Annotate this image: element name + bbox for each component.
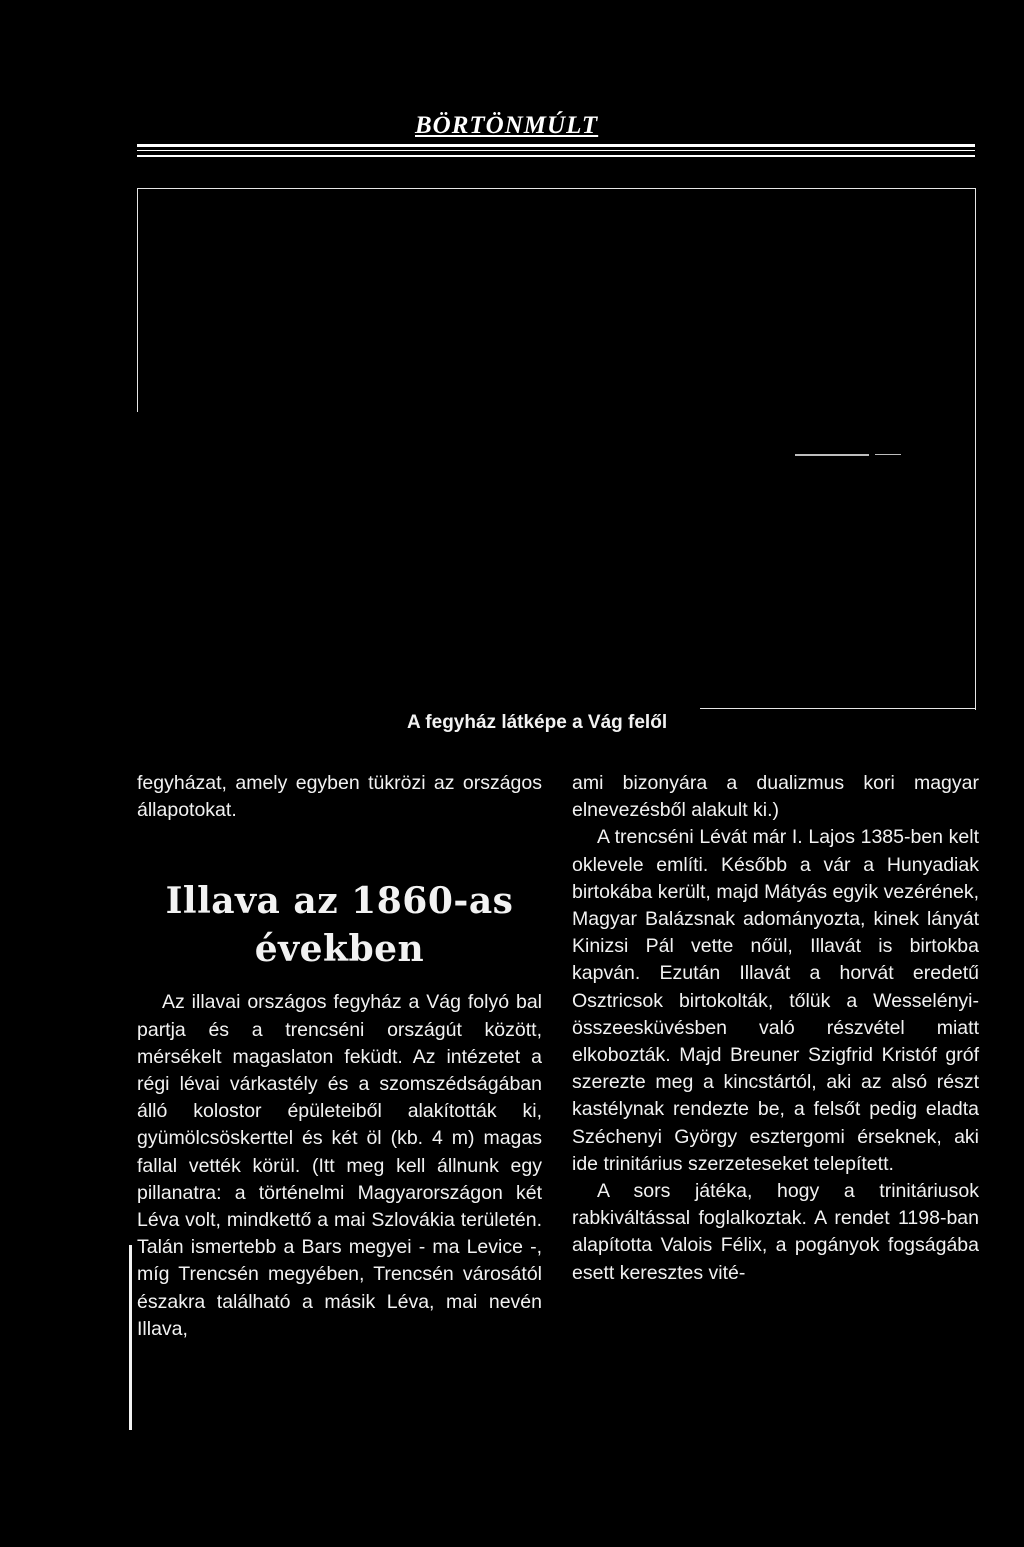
continued-paragraph: ami bizonyára a dualizmus kori magyar elnevezésből alakult ki.) [572,772,979,822]
header-rule-thin [137,150,975,151]
header-rule-bottom [137,155,975,157]
photo-detail-line [795,454,869,456]
section-heading: Illava az 1860-as években [165,880,514,971]
intro-paragraph: fegyházat, amely egyben tükrözi az országos állapotokat. [137,772,542,822]
photo-frame-left-edge [137,188,138,412]
photo-frame-bottom-edge [700,708,976,709]
prison-photo [137,188,976,710]
trinitarian-paragraph: A sors játéka, hogy a trinitáriusok rabkiváltással foglalkoztak. A rendet 1198-ban alapította Valois Félix, a pogányok fogságába esett keresztes vité- [572,1180,979,1284]
history-paragraph: A trencséni Lévát már I. Lajos 1385-ben kelt oklevele említi. Később a vár a Hunyadiak birtokába került, majd Mátyás egyik vezérének, Magyar Balázsnak adományozta, kinek lányát Kinizsi Pál vette nőül, Illavát is birtokba kapván. Ezután Illavát a horvát eredetű Osztricsok birtokolták, tőlük a Wesselényi-összeesküvésben való részvétel miatt elkobozták. Majd Breuner Szigfrid Kristóf gróf szerezte meg a kincstártól, aki az alsó részt kastélynak rendezte be, a felsőt pedig eladta Széchenyi György esztergomi érseknek, aki ide trinitárius szerzeteseket telepített. [572,826,979,1175]
margin-bar [129,1245,132,1430]
header-rule-thick [137,144,975,147]
page-section-title: BÖRTÖNMÚLT [415,112,599,139]
body-paragraph: Az illavai országos fegyház a Vág folyó bal partja és a trencséni országút között, mérsékelt magaslaton feküdt. Az intézetet a régi lévai várkastély és a szomszédságában álló kolostor épületeiből alakították ki, gyümölcsöskerttel és két öl (kb. 4 m) magas fallal vették körül. (Itt meg kell állnunk egy pillanatra: a történelmi Magyarországon két Léva volt, mindkettő a mai Szlovákia területén. Talán ismertebb a Bars megyei - ma Levice -, míg Trencsén megyében, Trencsén városától északra található a másik Léva, mai nevén Illava, [137,991,542,1340]
photo-caption: A fegyház látképe a Vág felől [407,712,668,733]
right-text-column [572,770,979,1287]
left-text-column [137,770,542,1343]
photo-detail-line-short [875,454,901,455]
